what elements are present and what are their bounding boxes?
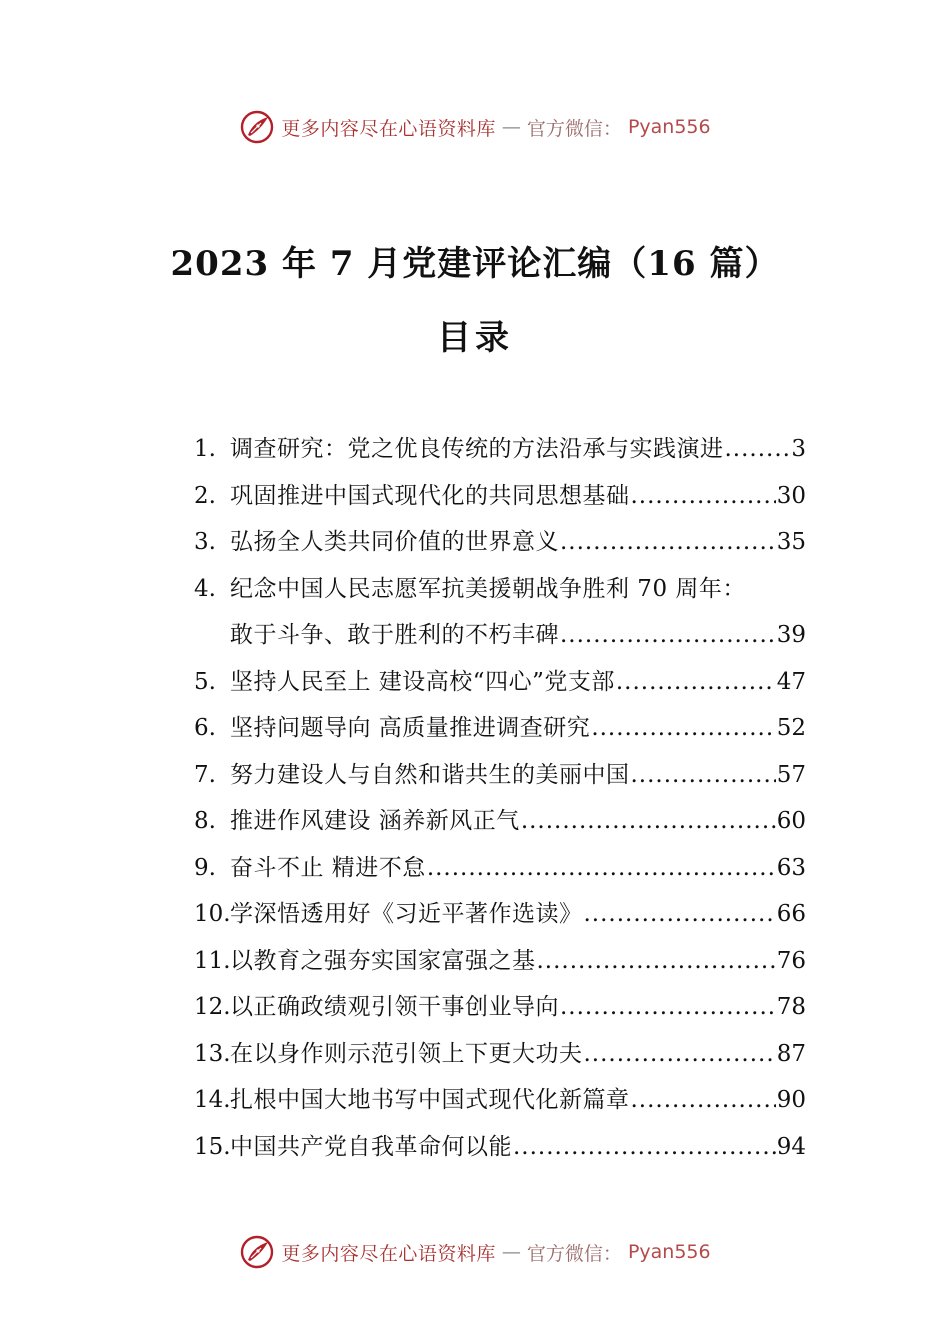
banner-handle: Pyan556 — [627, 116, 711, 138]
toc-number: 7. — [194, 761, 216, 788]
toc-number: 1. — [194, 436, 216, 462]
toc-entry-8[interactable] — [194, 798, 806, 845]
toc-entry-10[interactable] — [194, 891, 806, 938]
toc-entry-4-line-2[interactable] — [194, 612, 806, 659]
toc-title: 中国共产党自我革命何以能 — [230, 1133, 512, 1160]
toc-leader-dots — [513, 1124, 776, 1171]
toc-leader-dots — [631, 752, 776, 799]
toc-title: 弘扬全人类共同价值的世界意义 — [230, 529, 559, 555]
toc-leader-dots — [521, 798, 776, 845]
toc-title: 努力建设人与自然和谐共生的美丽中国 — [230, 761, 630, 788]
toc-title: 敢于斗争、敢于胜利的不朽丰碑 — [230, 622, 559, 648]
toc-page-number: 39 — [776, 622, 806, 648]
toc-leader-dots — [560, 984, 776, 1031]
table-of-contents — [194, 426, 806, 1170]
toc-title: 推进作风建设 涵养新风正气 — [230, 808, 520, 834]
toc-entry-3[interactable] — [194, 519, 806, 566]
toc-leader-dots — [584, 1031, 776, 1078]
toc-number: 2. — [194, 482, 216, 509]
toc-number: 14. — [194, 1087, 231, 1113]
toc-title: 坚持问题导向 高质量推进调查研究 — [230, 715, 591, 741]
toc-title: 坚持人民至上 建设高校“四心”党支部 — [230, 668, 615, 695]
toc-page-number: 78 — [776, 994, 806, 1020]
toc-number: 5. — [194, 668, 216, 695]
toc-leader-dots — [616, 659, 776, 706]
banner-label: 官方微信： — [526, 1242, 622, 1265]
toc-leader-dots — [560, 519, 776, 566]
toc-page-number: 87 — [776, 1040, 806, 1067]
toc-leader-dots — [560, 612, 776, 659]
toc-title: 扎根中国大地书写中国式现代化新篇章 — [230, 1087, 630, 1113]
toc-number: 3. — [194, 529, 216, 555]
toc-title: 纪念中国人民志愿军抗美援朝战争胜利 70 周年： — [230, 575, 746, 602]
toc-title: 调查研究：党之优良传统的方法沿承与实践演进 — [230, 436, 724, 462]
toc-title: 巩固推进中国式现代化的共同思想基础 — [230, 482, 630, 509]
footer-banner — [0, 1232, 950, 1272]
toc-entry-5[interactable] — [194, 659, 806, 706]
toc-number: 12. — [194, 994, 231, 1020]
toc-entry-14[interactable] — [194, 1077, 806, 1124]
toc-page-number: 52 — [776, 715, 806, 741]
toc-heading: 目录 — [437, 318, 513, 358]
toc-leader-dots — [725, 426, 791, 473]
toc-leader-dots — [631, 473, 776, 520]
header-banner — [0, 107, 950, 147]
toc-entry-11[interactable] — [194, 938, 806, 985]
toc-title: 在以身作则示范引领上下更大功夫 — [230, 1040, 583, 1067]
toc-page-number: 57 — [776, 761, 806, 788]
pen-nib-logo-icon — [239, 109, 275, 145]
toc-entry-15[interactable] — [194, 1124, 806, 1171]
toc-number: 11. — [194, 947, 231, 974]
banner-main-text: 更多内容尽在心语资料库 — [281, 117, 496, 140]
toc-title: 奋斗不止 精进不怠 — [230, 854, 426, 881]
toc-leader-dots — [631, 1077, 776, 1124]
banner-label: 官方微信： — [526, 117, 622, 140]
toc-title: 以正确政绩观引领干事创业导向 — [230, 994, 559, 1020]
toc-number: 13. — [194, 1040, 231, 1067]
toc-title: 以教育之强夯实国家富强之基 — [230, 947, 536, 974]
toc-page-number: 90 — [776, 1087, 806, 1113]
toc-page-number: 3 — [791, 436, 806, 462]
toc-leader-dots — [584, 891, 776, 938]
toc-page-number: 47 — [776, 668, 806, 695]
toc-number: 8. — [194, 808, 216, 834]
toc-leader-dots — [537, 938, 776, 985]
toc-number: 6. — [194, 715, 216, 741]
toc-entry-13[interactable] — [194, 1031, 806, 1078]
toc-entry-7[interactable] — [194, 752, 806, 799]
toc-number: 10. — [194, 901, 231, 927]
toc-page-number: 35 — [776, 529, 806, 555]
pen-nib-logo-icon — [239, 1234, 275, 1270]
toc-entry-9[interactable] — [194, 845, 806, 892]
toc-leader-dots — [427, 845, 776, 892]
toc-number: 9. — [194, 854, 216, 881]
toc-entry-12[interactable] — [194, 984, 806, 1031]
toc-page-number: 30 — [776, 482, 806, 509]
toc-entry-4-line-1[interactable] — [194, 566, 806, 613]
toc-title: 学深悟透用好《习近平著作选读》 — [230, 901, 583, 927]
banner-separator: — — [501, 1241, 521, 1263]
toc-page-number: 63 — [776, 854, 806, 881]
banner-separator: — — [501, 116, 521, 138]
banner-handle: Pyan556 — [627, 1241, 711, 1263]
toc-number: 4. — [194, 575, 216, 602]
toc-leader-dots — [591, 705, 775, 752]
document-title: 2023 年 7 月党建评论汇编（16 篇） — [170, 244, 780, 284]
toc-entry-6[interactable] — [194, 705, 806, 752]
toc-entry-2[interactable] — [194, 473, 806, 520]
toc-entry-1[interactable] — [194, 426, 806, 473]
toc-page-number: 60 — [776, 808, 806, 834]
toc-page-number: 94 — [776, 1133, 806, 1160]
toc-page-number: 66 — [776, 901, 806, 927]
toc-number: 15. — [194, 1133, 231, 1160]
banner-main-text: 更多内容尽在心语资料库 — [281, 1242, 496, 1265]
toc-page-number: 76 — [776, 947, 806, 974]
